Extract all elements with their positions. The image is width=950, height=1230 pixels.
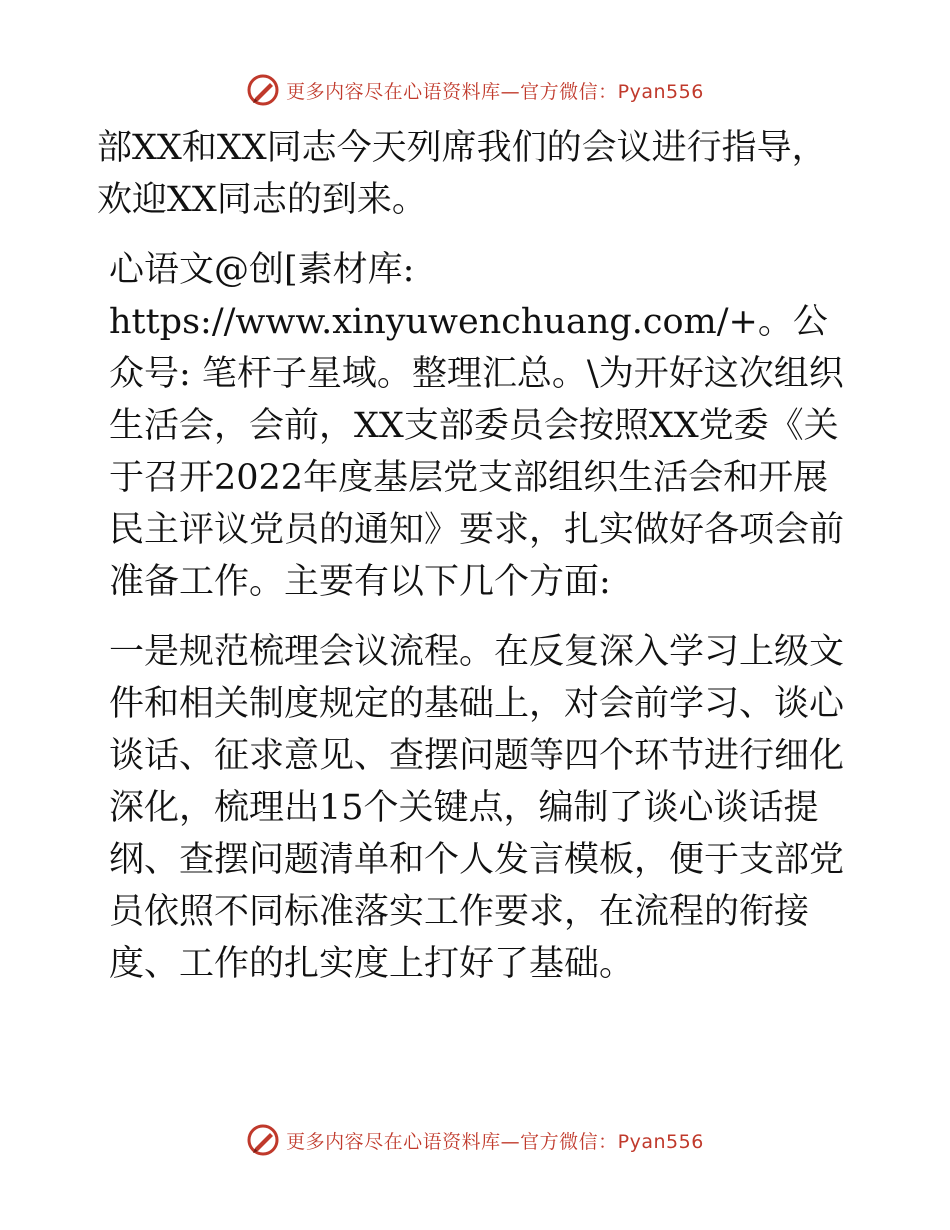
paragraph-3: 一是规范梳理会议流程。在反复深入学习上级文件和相关制度规定的基础上，对会前学习、谈心谈话、征求意见、查摆问题等四个环节进行细化深化，梳理出15个关键点，编制了谈心谈话提纲、查摆问题清单和个人发言模板，便于支部党员依照不同标准落实工作要求，在流程的衔接度、工作的扎实度上打好了基础。 — [109, 632, 845, 984]
document-body — [97, 122, 857, 990]
header-watermark-text: 更多内容尽在心语资料库—官方微信：Pyan556 — [286, 80, 704, 103]
footer-watermark-text: 更多内容尽在心语资料库—官方微信：Pyan556 — [286, 1130, 704, 1153]
header-watermark — [0, 70, 950, 110]
paragraph-1: 部XX和XX同志今天列席我们的会议进行指导，欢迎XX同志的到来。 — [97, 128, 827, 220]
footer-watermark — [0, 1120, 950, 1160]
paragraph-2: 心语文@创[素材库: https://www.xinyuwenchuang.com/+。公众号: 笔杆子星域。整理汇总。\为开好这次组织生活会，会前，XX支部委员会按照XX党委《关于召开2022年度基层党支部组织生活会和开展民主评议党员的通知》要求，扎实做好各项会前准备工作。主要有以下几个方面: — [109, 250, 845, 602]
pen-logo-icon — [246, 73, 280, 107]
pen-logo-icon — [246, 1123, 280, 1157]
